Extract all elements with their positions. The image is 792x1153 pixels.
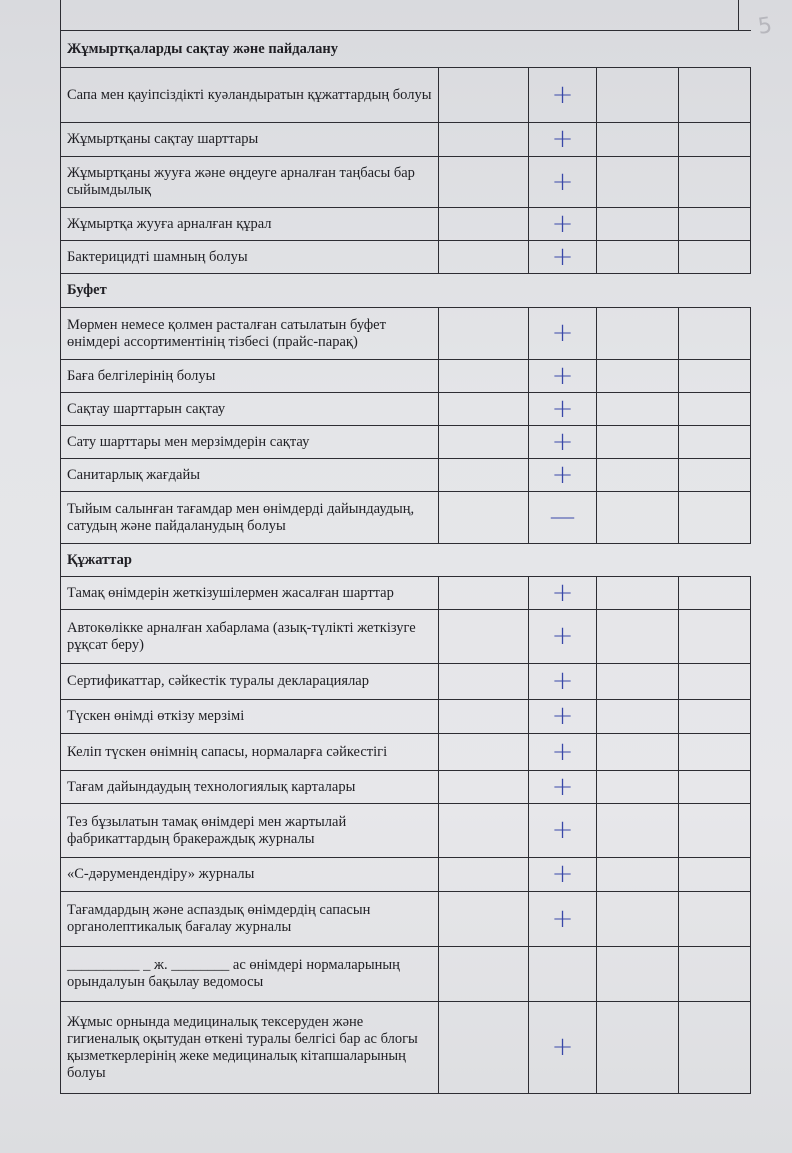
blank-cell — [679, 492, 751, 544]
check-mark: + — [529, 700, 597, 734]
table-row — [61, 664, 751, 700]
blank-cell — [679, 610, 751, 664]
blank-cell — [597, 68, 679, 123]
section-header — [61, 274, 751, 308]
blank-cell — [597, 771, 679, 804]
blank-cell — [439, 492, 529, 544]
blank-cell — [439, 734, 529, 771]
blank-cell — [679, 858, 751, 892]
table-row — [61, 892, 751, 947]
row-label: Жұмыртқа жууға арналған құрал — [61, 208, 439, 241]
blank-cell — [597, 947, 679, 1002]
blank-cell — [679, 892, 751, 947]
blank-cell — [439, 1002, 529, 1094]
blank-cell — [679, 734, 751, 771]
row-label: Бактерицидті шамның болуы — [61, 241, 439, 274]
blank-cell — [597, 858, 679, 892]
check-mark: + — [529, 426, 597, 459]
table-row — [61, 360, 751, 393]
section-header — [61, 544, 751, 577]
row-label: Санитарлық жағдайы — [61, 459, 439, 492]
row-label: Тез бұзылатын тамақ өнімдері мен жартылай фабрикаттардың бракераждық журналы — [61, 804, 439, 858]
row-label: Тыйым салынған тағамдар мен өнімдерді дайындаудың, сатудың және пайдаланудың болуы — [61, 492, 439, 544]
row-label: Жұмыртқаны сақтау шарттары — [61, 123, 439, 157]
table-row — [61, 700, 751, 734]
blank-cell — [679, 577, 751, 610]
row-label: Тағамдардың және аспаздық өнімдердің сапасын органолептикалық бағалау журналы — [61, 892, 439, 947]
blank-cell — [439, 241, 529, 274]
blank-cell — [439, 459, 529, 492]
blank-cell — [597, 360, 679, 393]
blank-cell — [597, 308, 679, 360]
table-row — [61, 947, 751, 1002]
table-row — [61, 68, 751, 123]
check-mark: + — [529, 459, 597, 492]
check-mark: + — [529, 892, 597, 947]
section-title: Буфет — [61, 274, 751, 308]
blank-cell — [439, 208, 529, 241]
check-mark: + — [529, 308, 597, 360]
blank-cell — [439, 804, 529, 858]
table-row — [61, 393, 751, 426]
check-mark: + — [529, 68, 597, 123]
blank-cell — [597, 157, 679, 208]
blank-cell — [679, 1002, 751, 1094]
blank-cell — [597, 577, 679, 610]
blank-cell — [439, 664, 529, 700]
check-mark: + — [529, 664, 597, 700]
blank-cell — [439, 771, 529, 804]
row-label: Сақтау шарттарын сақтау — [61, 393, 439, 426]
row-label: __________ _ ж. ________ ас өнімдері нормаларының орындалуын бақылау ведомосы — [61, 947, 439, 1002]
blank-cell — [679, 426, 751, 459]
blank-cell — [597, 241, 679, 274]
table-frame-left — [60, 0, 61, 30]
blank-cell — [597, 459, 679, 492]
row-label: Автокөлікке арналған хабарлама (азық-түлікті жеткізуге рұқсат беру) — [61, 610, 439, 664]
table-row — [61, 308, 751, 360]
check-mark: + — [529, 734, 597, 771]
check-mark: + — [529, 241, 597, 274]
row-label: Тамақ өнімдерін жеткізушілермен жасалған шарттар — [61, 577, 439, 610]
table-row — [61, 577, 751, 610]
check-mark: + — [529, 577, 597, 610]
blank-cell — [597, 208, 679, 241]
table-row — [61, 1002, 751, 1094]
table-row — [61, 459, 751, 492]
table-row — [61, 492, 751, 544]
blank-cell — [679, 360, 751, 393]
blank-cell — [597, 892, 679, 947]
blank-cell — [439, 610, 529, 664]
empty-mark-cell — [529, 947, 597, 1002]
row-label: Сату шарттары мен мерзімдерін сақтау — [61, 426, 439, 459]
table-row — [61, 610, 751, 664]
blank-cell — [679, 459, 751, 492]
dash-mark: — — [529, 492, 597, 544]
blank-cell — [597, 610, 679, 664]
section-header — [61, 31, 751, 68]
row-label: Келіп түскен өнімнің сапасы, нормаларға сәйкестігі — [61, 734, 439, 771]
row-label: «С-дәрумендендіру» журналы — [61, 858, 439, 892]
blank-cell — [439, 700, 529, 734]
blank-cell — [679, 947, 751, 1002]
blank-cell — [679, 241, 751, 274]
table-row — [61, 804, 751, 858]
check-mark: + — [529, 393, 597, 426]
row-label: Жұмыс орнында медициналық тексеруден және гигиеналық оқытудан өткені туралы белгісі бар ас блогы қызметкерлерінің жеке медициналық кітапшаларының болуы — [61, 1002, 439, 1094]
blank-cell — [439, 123, 529, 157]
blank-cell — [597, 804, 679, 858]
row-label: Мөрмен немесе қолмен расталған сатылатын буфет өнімдері ассортиментінің тізбесі (прайс-парақ) — [61, 308, 439, 360]
check-mark: + — [529, 208, 597, 241]
blank-cell — [679, 123, 751, 157]
blank-cell — [439, 360, 529, 393]
blank-cell — [439, 393, 529, 426]
blank-cell — [597, 123, 679, 157]
blank-cell — [597, 426, 679, 459]
blank-cell — [679, 393, 751, 426]
row-label: Сертификаттар, сәйкестік туралы декларациялар — [61, 664, 439, 700]
row-label: Тағам дайындаудың технологиялық карталары — [61, 771, 439, 804]
blank-cell — [597, 492, 679, 544]
check-mark: + — [529, 804, 597, 858]
table-row — [61, 771, 751, 804]
blank-cell — [439, 577, 529, 610]
check-mark: + — [529, 1002, 597, 1094]
table-row — [61, 241, 751, 274]
blank-cell — [597, 393, 679, 426]
blank-cell — [439, 858, 529, 892]
check-mark: + — [529, 123, 597, 157]
blank-cell — [679, 157, 751, 208]
check-mark: + — [529, 858, 597, 892]
inspection-checklist-table — [60, 30, 751, 1094]
blank-cell — [439, 308, 529, 360]
section-title: Құжаттар — [61, 544, 751, 577]
table-row — [61, 157, 751, 208]
blank-cell — [679, 804, 751, 858]
check-mark: + — [529, 157, 597, 208]
row-label: Сапа мен қауіпсіздікті куәландыратын құжаттардың болуы — [61, 68, 439, 123]
blank-cell — [597, 700, 679, 734]
blank-cell — [439, 947, 529, 1002]
blank-cell — [679, 700, 751, 734]
table-row — [61, 734, 751, 771]
check-mark: + — [529, 610, 597, 664]
blank-cell — [679, 208, 751, 241]
check-mark: + — [529, 360, 597, 393]
table-row — [61, 123, 751, 157]
page-number: 5 — [756, 13, 774, 40]
check-mark: + — [529, 771, 597, 804]
blank-cell — [679, 664, 751, 700]
blank-cell — [439, 426, 529, 459]
table-row — [61, 858, 751, 892]
blank-cell — [679, 771, 751, 804]
blank-cell — [439, 68, 529, 123]
row-label: Түскен өнімді өткізу мерзімі — [61, 700, 439, 734]
row-label: Жұмыртқаны жууға және өңдеуге арналған таңбасы бар сыйымдылық — [61, 157, 439, 208]
row-label: Баға белгілерінің болуы — [61, 360, 439, 393]
blank-cell — [439, 157, 529, 208]
blank-cell — [597, 664, 679, 700]
blank-cell — [439, 892, 529, 947]
blank-cell — [597, 1002, 679, 1094]
section-title: Жұмыртқаларды сақтау және пайдалану — [61, 31, 751, 68]
blank-cell — [597, 734, 679, 771]
blank-cell — [679, 308, 751, 360]
table-row — [61, 426, 751, 459]
table-frame-right — [738, 0, 739, 30]
blank-cell — [679, 68, 751, 123]
table-row — [61, 208, 751, 241]
